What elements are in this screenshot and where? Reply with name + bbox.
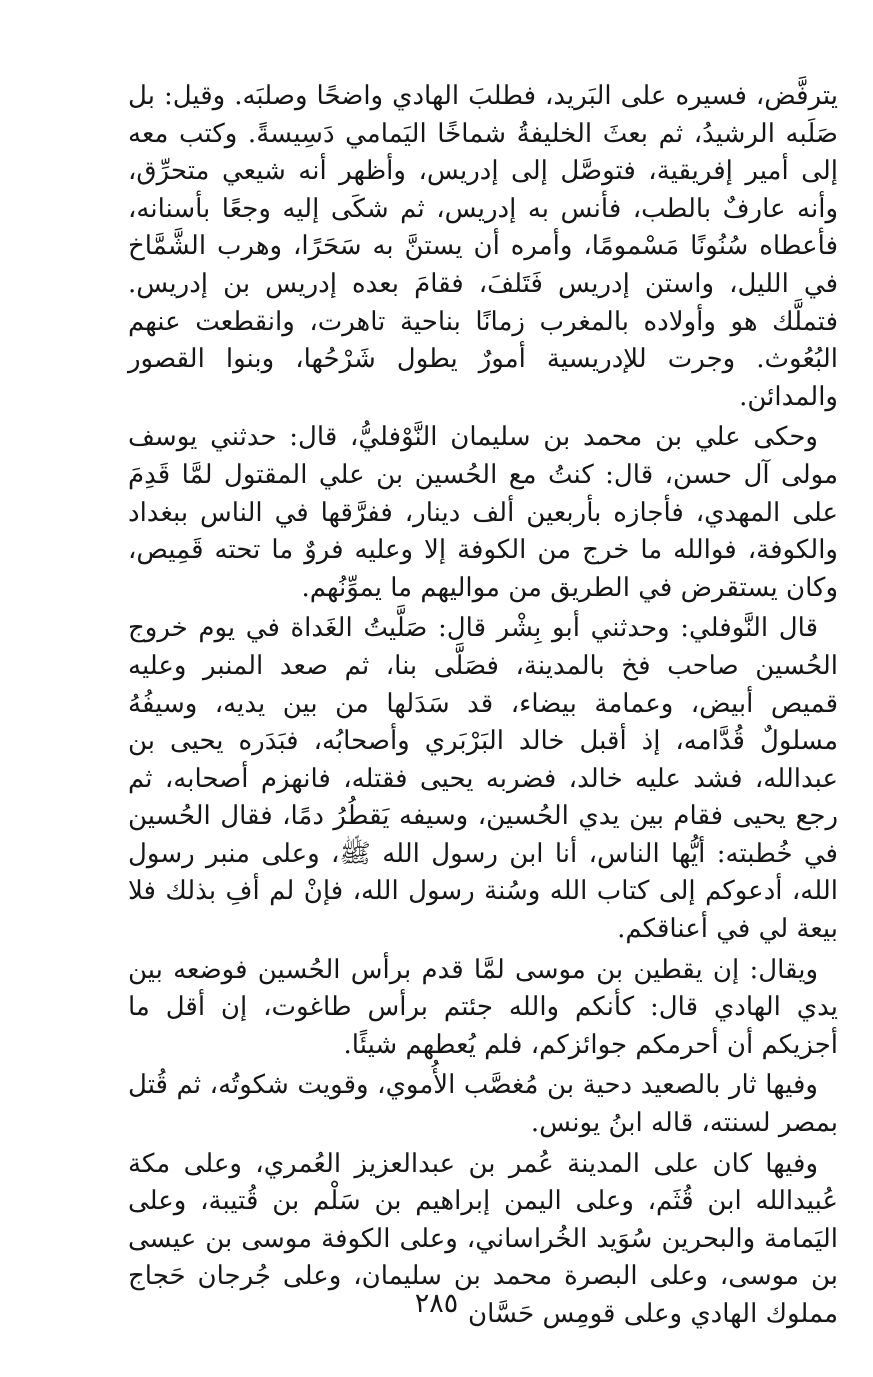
paragraph-1: يترفَّض، فسيره على البَريد، فطلبَ الهادي واضحًا وصلبَه. وقيل: بل صَلَبه الرشيدُ، ثم بعثَ الخليفةُ شماخًا اليَمامي دَسِيسةً. وكتب معه إلى أمير إفريقية، فتوصَّل إلى إدريس، وأظهر أنه شيعي متحرِّق، وأنه عارفٌ بالطب، فأنس به إدريس، ثم شكَى إليه وجعًا بأسنانه، فأعطاه سُنُونًا مَسْمومًا، وأمره أن يستنَّ به سَحَرًا، وهرب الشَّمَّاخ في الليل، واستن إدريس فَتَلفَ، فقامَ بعده إدريس بن إدريس. فتملَّك هو وأولاده بالمغرب زمانًا بناحية تاهرت، وانقطعت عنهم البُعُوث. وجرت للإدريسية أمورٌ يطول شَرْحُها، وبنوا القصور والمدائن.	[128, 81, 838, 412]
paragraph-3: قال النَّوفلي: وحدثني أبو بِشْر قال: صَلَّيتُ الغَداة في يوم خروج الحُسين صاحب فخ بالمدينة، فصَلَّى بنا، ثم صعد المنبر وعليه قميص أبيض، وعمامة بيضاء، قد سَدَلها من بين يديه، وسيفُهُ مسلولٌ قُدَّامه، إذ أقبل خالد البَرْبَري وأصحابُه، فبَدَره يحيى بن عبدالله، فشد عليه خالد، فضربه يحيى فقتله، فانهزم أصحابه، ثم رجع يحيى فقام بين يدي الحُسين، وسيفه يَقطُرُ دمًا، فقال الحُسين في خُطبته: أيُّها الناس، أنا ابن رسول الله ﷺ، وعلى منبر رسول الله، أدعوكم إلى كتاب الله وسُنة رسول الله، فإنْ لم أفِ بذلك فلا بيعة لي في أعناقكم.	[128, 613, 838, 945]
paragraph-6: وفيها كان على المدينة عُمر بن عبدالعزيز العُمري، وعلى مكة عُبيدالله ابن قُثَم، وعلى اليمن إبراهيم بن سَلْم بن قُتيبة، وعلى اليَمامة والبحرين سُوَيد الخُراساني، وعلى الكوفة موسى بن عيسى بن موسى، وعلى البصرة محمد بن سليمان، وعلى جُرجان حَجاج مملوك الهادي وعلى قومِس حَسَّان	[128, 1148, 838, 1329]
paragraph-4: ويقال: إن يقطين بن موسى لمَّا قدم برأس الحُسين فوضعه بين يدي الهادي قال: كأنكم والله جئتم برأس طاغوت، إن أقل ما أجزيكم أن أحرمكم جوائزكم، فلم يُعطهم شيئًا.	[128, 954, 838, 1060]
page-number: ٢٨٥	[414, 1288, 459, 1319]
paragraph-2: وحكى علي بن محمد بن سليمان النَّوْفليُّ، قال: حدثني يوسف مولى آل حسن، قال: كنتُ مع الحُسين بن علي المقتول لمَّا قَدِمَ على المهدي، فأجازه بأربعين ألف دينار، ففرَّقها في الناس ببغداد والكوفة، فوالله ما خرج من الكوفة إلا وعليه فروٌ ما تحته قَمِيص، وكان يستقرض في الطريق من مواليهم ما يموِّنُهم.	[128, 422, 838, 603]
page-body	[128, 78, 838, 1334]
paragraph-5: وفيها ثار بالصعيد دحية بن مُغصَّب الأُموي، وقويت شكوتُه، ثم قُتل بمصر لسنته، قاله ابنُ يونس.	[128, 1070, 838, 1139]
